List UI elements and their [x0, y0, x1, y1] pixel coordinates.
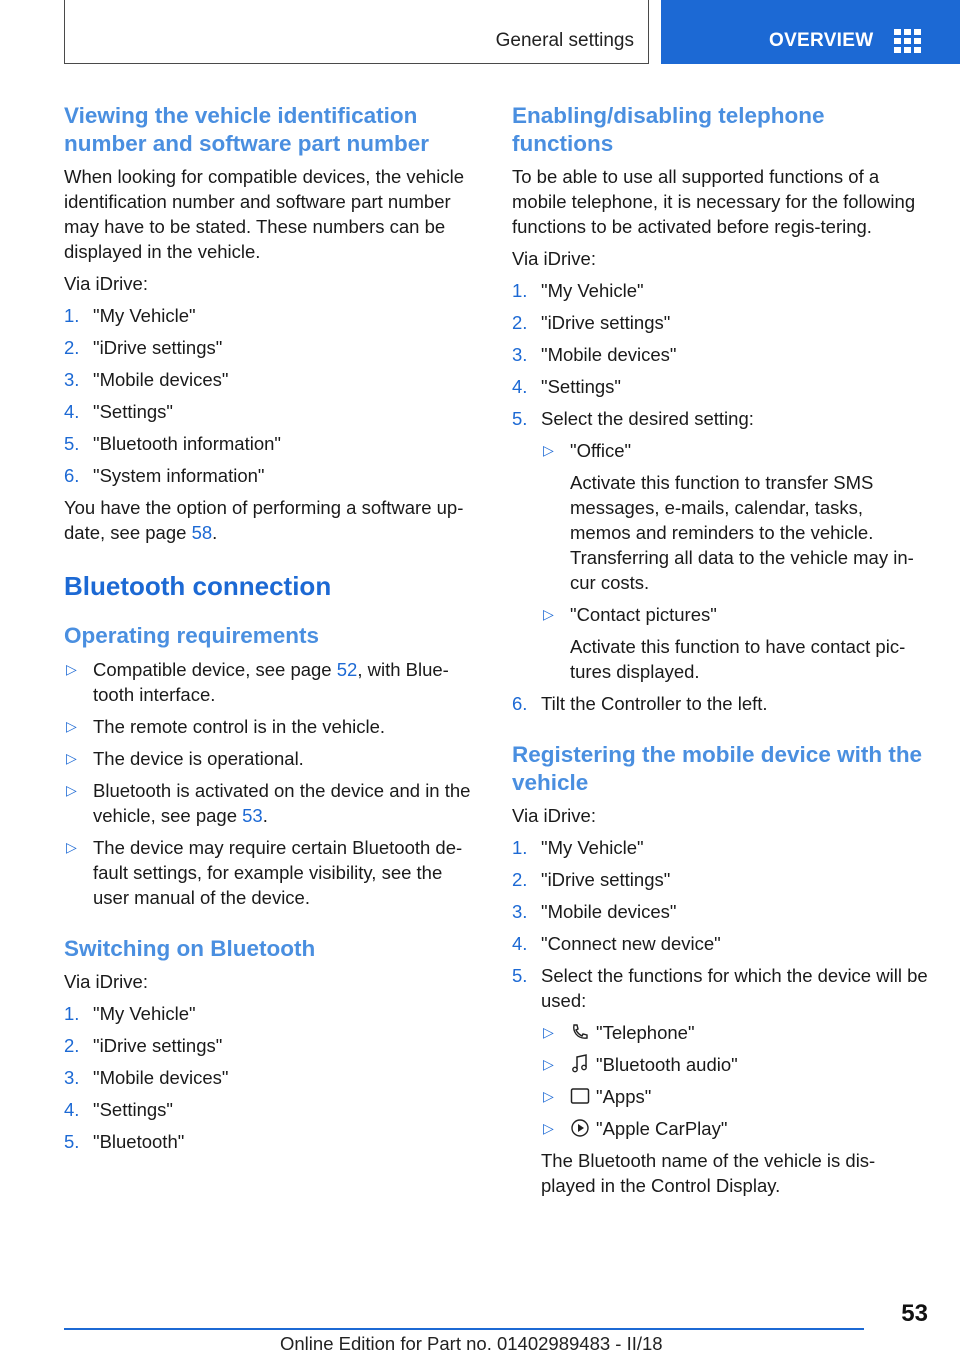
triangle-bullet-icon: ▷: [66, 839, 77, 855]
list-item: ▷ The remote control is in the vehicle.: [66, 716, 386, 737]
list-item: 1. "My Vehicle": [512, 280, 644, 301]
heading-registering-device: Registering the mobile device with the vehicle: [512, 742, 923, 795]
register-via: Via iDrive:: [512, 805, 596, 826]
triangle-bullet-icon: ▷: [543, 1056, 554, 1072]
heading-operating-requirements: Operating requirements: [64, 623, 320, 648]
heading-bluetooth-connection: Bluetooth connection: [64, 571, 332, 601]
list-item: 3. "Mobile devices": [512, 901, 677, 922]
list-item: 6. Tilt the Controller to the left.: [512, 693, 768, 714]
triangle-bullet-icon: ▷: [66, 661, 77, 677]
list-item: 4. "Settings": [64, 401, 173, 422]
list-item: 4. "Settings": [64, 1099, 173, 1120]
telephone-icon: [570, 1022, 590, 1042]
triangle-bullet-icon: ▷: [543, 1120, 554, 1136]
vin-paragraph: When looking for compatible devices, the vehicle identification number and software part number may have to be stated. These numbers can be displayed in the vehicle.: [64, 166, 465, 262]
list-item: 6. "System information": [64, 465, 265, 486]
vin-steps: [64, 303, 480, 488]
list-item: 1. "My Vehicle": [512, 837, 644, 858]
list-item: ▷ "Apps": [543, 1086, 652, 1107]
list-item: 4. "Connect new device": [512, 933, 721, 954]
overview-tab[interactable]: [661, 0, 960, 64]
page-link-53[interactable]: 53: [242, 805, 263, 826]
footer-divider: [64, 1328, 864, 1330]
enable-paragraph: To be able to use all supported functions of a mobile telephone, it is necessary for the following functions to be activated before regis-tering.: [512, 166, 916, 237]
triangle-bullet-icon: ▷: [543, 442, 554, 458]
edition-text: Online Edition for Part no. 01402989483 - II/18: [280, 1333, 663, 1354]
list-item: 1. "My Vehicle": [64, 1003, 196, 1024]
setting-options: [541, 438, 928, 684]
vin-via: Via iDrive:: [64, 273, 148, 294]
software-update-note: You have the option of performing a software up-date, see page 58.: [64, 497, 464, 543]
list-item: ▷ The device may require certain Bluetooth de-fault settings, for example visibility, see the user manual of the device.: [66, 837, 463, 908]
office-description: Activate this function to transfer SMS messages, e-mails, calendar, tasks, memos and reminders to the vehicle. Transferring all data to the vehicle may in-cur costs.: [570, 472, 914, 593]
music-note-icon: [570, 1054, 590, 1074]
list-item: 2. "iDrive settings": [64, 337, 223, 358]
apps-icon: [570, 1086, 590, 1106]
triangle-bullet-icon: ▷: [66, 782, 77, 798]
grid-icon: [894, 29, 922, 53]
right-column: [512, 102, 928, 1198]
list-item: 5. Select the desired setting: ▷ "Office" Activate this function to transfer SMS messages, e-mails, calendar, tasks, memos and reminders to the vehicle. Transferring all data to the vehicle may in-cur costs. ▷ "Contact pictures" Activate this function to have contact pic-tures displayed.: [512, 406, 928, 684]
page-link-58[interactable]: 58: [191, 522, 213, 543]
list-item: ▷ "Telephone": [543, 1022, 695, 1043]
page-number: 53: [901, 1300, 928, 1327]
heading-telephone-functions: Enabling/disabling telephone functions: [512, 103, 825, 156]
section-title: General settings: [495, 30, 634, 51]
list-item: ▷ "Contact pictures" Activate this function to have contact pic-tures displayed.: [541, 602, 928, 684]
register-steps: [512, 835, 928, 1198]
heading-switching-on-bluetooth: Switching on Bluetooth: [64, 936, 316, 961]
triangle-bullet-icon: ▷: [66, 718, 77, 734]
overview-label: OVERVIEW: [769, 30, 874, 51]
list-item: 1. "My Vehicle": [64, 305, 196, 326]
list-item: ▷ "Office" Activate this function to transfer SMS messages, e-mails, calendar, tasks, memos and reminders to the vehicle. Transferring all data to the vehicle may in-cur costs.: [541, 438, 928, 595]
page-link-52[interactable]: 52: [336, 659, 358, 680]
list-item: 2. "iDrive settings": [512, 312, 671, 333]
contact-description: Activate this function to have contact pic-tures displayed.: [570, 636, 906, 682]
list-item: ▷ "Bluetooth audio": [543, 1054, 738, 1075]
list-item: 3. "Mobile devices": [64, 1067, 229, 1088]
carplay-icon: [570, 1118, 590, 1138]
list-item: ▷ Compatible device, see page 52, with Blue-tooth interface.: [66, 659, 449, 705]
enable-via: Via iDrive:: [512, 248, 596, 269]
list-item: ▷ Bluetooth is activated on the device and in the vehicle, see page 53.: [66, 780, 471, 826]
list-item: 4. "Settings": [512, 376, 621, 397]
triangle-bullet-icon: ▷: [543, 1088, 554, 1104]
requirements-list: [64, 657, 480, 910]
header-left-box: [64, 0, 649, 64]
list-item: 5. "Bluetooth information": [64, 433, 281, 454]
register-note: The Bluetooth name of the vehicle is dis-played in the Control Display.: [541, 1150, 876, 1196]
left-column: [64, 102, 480, 1154]
list-item: 2. "iDrive settings": [512, 869, 671, 890]
heading-vin: Viewing the vehicle identification number and software part number: [64, 103, 430, 156]
enable-steps: [512, 278, 928, 716]
list-item: 5. Select the functions for which the device will be used: ▷ "Telephone" ▷ "Bluetooth audio" ▷ "Apps" ▷ "Apple CarPlay" The Bluetooth name of the vehicle is dis-played in the Control Display.: [512, 965, 928, 1196]
list-item: 2. "iDrive settings": [64, 1035, 223, 1056]
list-item: 3. "Mobile devices": [512, 344, 677, 365]
list-item: ▷ "Apple CarPlay": [543, 1118, 728, 1139]
switch-steps: [64, 1001, 480, 1154]
switch-via: Via iDrive:: [64, 971, 148, 992]
triangle-bullet-icon: ▷: [543, 606, 554, 622]
function-options: [541, 1020, 928, 1141]
list-item: ▷ The device is operational.: [66, 748, 304, 769]
triangle-bullet-icon: ▷: [66, 750, 77, 766]
list-item: 5. "Bluetooth": [64, 1131, 185, 1152]
list-item: 3. "Mobile devices": [64, 369, 229, 390]
triangle-bullet-icon: ▷: [543, 1024, 554, 1040]
